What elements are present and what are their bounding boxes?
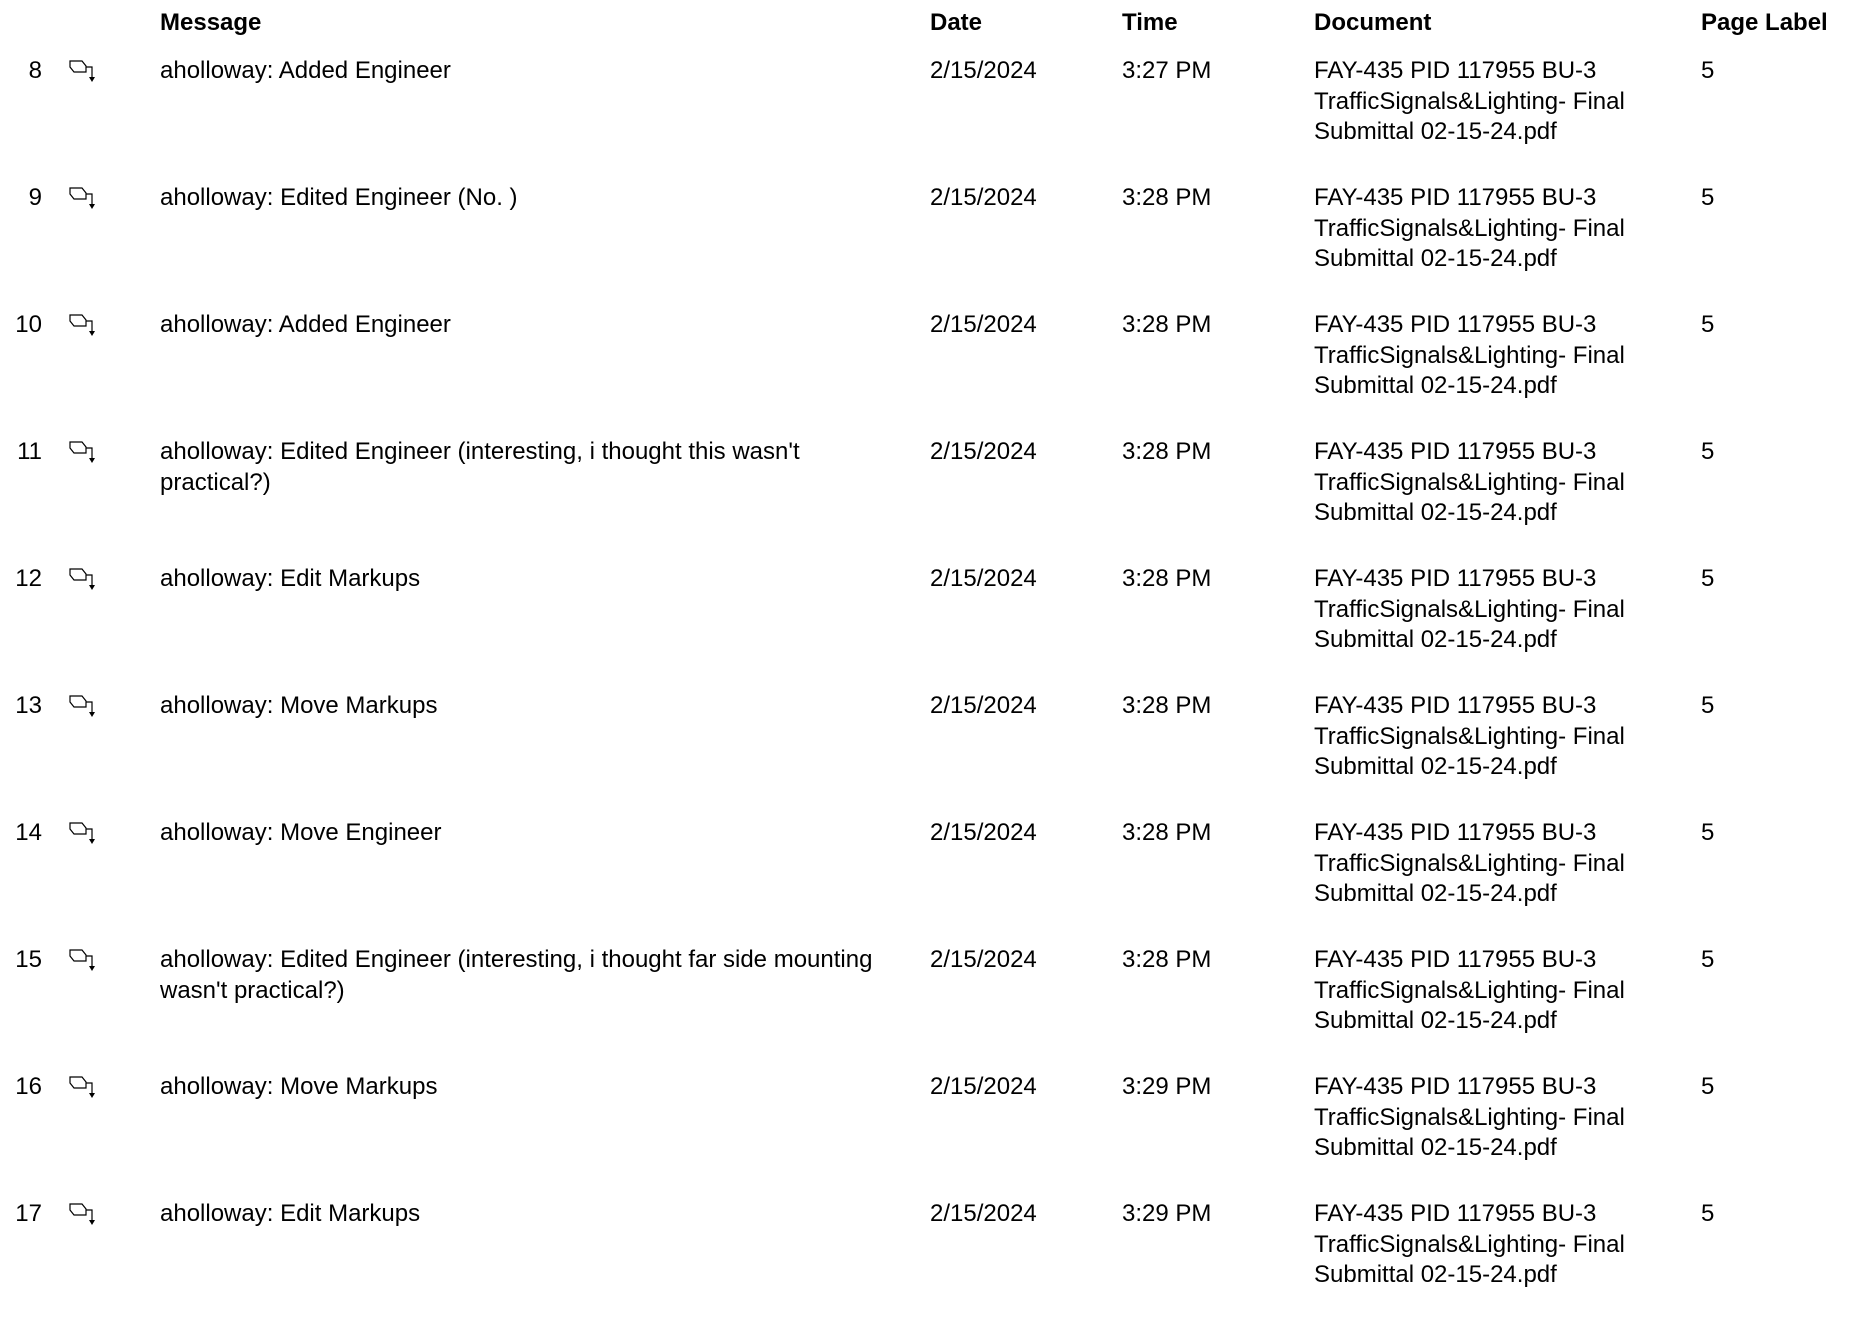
row-time: 3:28 PM [1122,565,1212,592]
row-document: FAY-435 PID 117955 BU-3 TrafficSignals&Lighting- Final Submittal 02-15-24.pdf [1314,57,1625,145]
row-number: 9 [28,184,42,211]
row-message: aholloway: Move Markups [160,1073,438,1100]
row-document: FAY-435 PID 117955 BU-3 TrafficSignals&Lighting- Final Submittal 02-15-24.pdf [1314,438,1625,526]
markup-reply-icon [67,1074,101,1102]
header-message: Message [160,9,262,36]
header-time: Time [1122,9,1178,36]
row-date: 2/15/2024 [930,311,1037,338]
table-row[interactable] [0,183,1858,310]
row-message: aholloway: Move Engineer [160,819,442,846]
table-row[interactable] [0,310,1858,437]
row-time: 3:29 PM [1122,1200,1212,1227]
row-document: FAY-435 PID 117955 BU-3 TrafficSignals&Lighting- Final Submittal 02-15-24.pdf [1314,692,1625,780]
table-row[interactable] [0,564,1858,691]
markup-reply-icon [67,439,101,467]
row-time: 3:28 PM [1122,692,1212,719]
row-number: 16 [15,1073,42,1100]
header-date: Date [930,9,983,36]
row-number: 17 [15,1200,42,1227]
row-document: FAY-435 PID 117955 BU-3 TrafficSignals&Lighting- Final Submittal 02-15-24.pdf [1314,946,1625,1034]
row-document: FAY-435 PID 117955 BU-3 TrafficSignals&Lighting- Final Submittal 02-15-24.pdf [1314,819,1625,907]
row-date: 2/15/2024 [930,565,1037,592]
row-time: 3:28 PM [1122,311,1212,338]
row-message: aholloway: Edited Engineer (No. ) [160,184,518,211]
row-message: aholloway: Edited Engineer (interesting, i thought this wasn't practical?) [160,438,800,496]
markup-reply-icon [67,820,101,848]
row-page-label: 5 [1701,946,1715,973]
row-date: 2/15/2024 [930,946,1037,973]
row-number: 11 [17,438,42,465]
table-row[interactable] [0,56,1858,183]
row-page-label: 5 [1701,565,1715,592]
row-message: aholloway: Edit Markups [160,1200,421,1227]
row-date: 2/15/2024 [930,438,1037,465]
markup-reply-icon [67,947,101,975]
row-message: aholloway: Edit Markups [160,565,421,592]
markup-reply-icon [67,185,101,213]
row-date: 2/15/2024 [930,692,1037,719]
row-number: 10 [15,311,42,338]
row-document: FAY-435 PID 117955 BU-3 TrafficSignals&Lighting- Final Submittal 02-15-24.pdf [1314,311,1625,399]
row-number: 13 [15,692,42,719]
row-page-label: 5 [1701,57,1715,84]
row-page-label: 5 [1701,692,1715,719]
row-page-label: 5 [1701,311,1715,338]
table-row[interactable] [0,1199,1858,1326]
row-time: 3:29 PM [1122,1073,1212,1100]
table-header [0,0,1858,44]
markup-reply-icon [67,566,101,594]
table-row[interactable] [0,818,1858,945]
markup-reply-icon [67,312,101,340]
table-row[interactable] [0,691,1858,818]
row-page-label: 5 [1701,1073,1715,1100]
row-number: 15 [15,946,42,973]
row-document: FAY-435 PID 117955 BU-3 TrafficSignals&Lighting- Final Submittal 02-15-24.pdf [1314,1200,1625,1288]
markup-reply-icon [67,693,101,721]
table-row[interactable] [0,437,1858,564]
row-page-label: 5 [1701,1200,1715,1227]
row-message: aholloway: Move Markups [160,692,438,719]
row-time: 3:28 PM [1122,184,1212,211]
row-number: 12 [15,565,42,592]
row-page-label: 5 [1701,184,1715,211]
header-page-label: Page Label [1701,9,1828,36]
row-date: 2/15/2024 [930,819,1037,846]
row-date: 2/15/2024 [930,184,1037,211]
markup-reply-icon [67,58,101,86]
row-time: 3:28 PM [1122,819,1212,846]
row-time: 3:28 PM [1122,946,1212,973]
header-document: Document [1314,9,1432,36]
row-number: 14 [15,819,42,846]
row-date: 2/15/2024 [930,57,1037,84]
table-row[interactable] [0,1072,1858,1199]
row-time: 3:27 PM [1122,57,1212,84]
row-page-label: 5 [1701,819,1715,846]
row-message: aholloway: Added Engineer [160,57,451,84]
row-document: FAY-435 PID 117955 BU-3 TrafficSignals&Lighting- Final Submittal 02-15-24.pdf [1314,1073,1625,1161]
markup-reply-icon [67,1201,101,1229]
row-page-label: 5 [1701,438,1715,465]
row-message: aholloway: Edited Engineer (interesting, i thought far side mounting wasn't practical?) [160,946,873,1004]
row-date: 2/15/2024 [930,1200,1037,1227]
row-date: 2/15/2024 [930,1073,1037,1100]
row-document: FAY-435 PID 117955 BU-3 TrafficSignals&Lighting- Final Submittal 02-15-24.pdf [1314,184,1625,272]
row-document: FAY-435 PID 117955 BU-3 TrafficSignals&Lighting- Final Submittal 02-15-24.pdf [1314,565,1625,653]
row-time: 3:28 PM [1122,438,1212,465]
table-row[interactable] [0,945,1858,1072]
row-message: aholloway: Added Engineer [160,311,451,338]
row-number: 8 [28,57,42,84]
